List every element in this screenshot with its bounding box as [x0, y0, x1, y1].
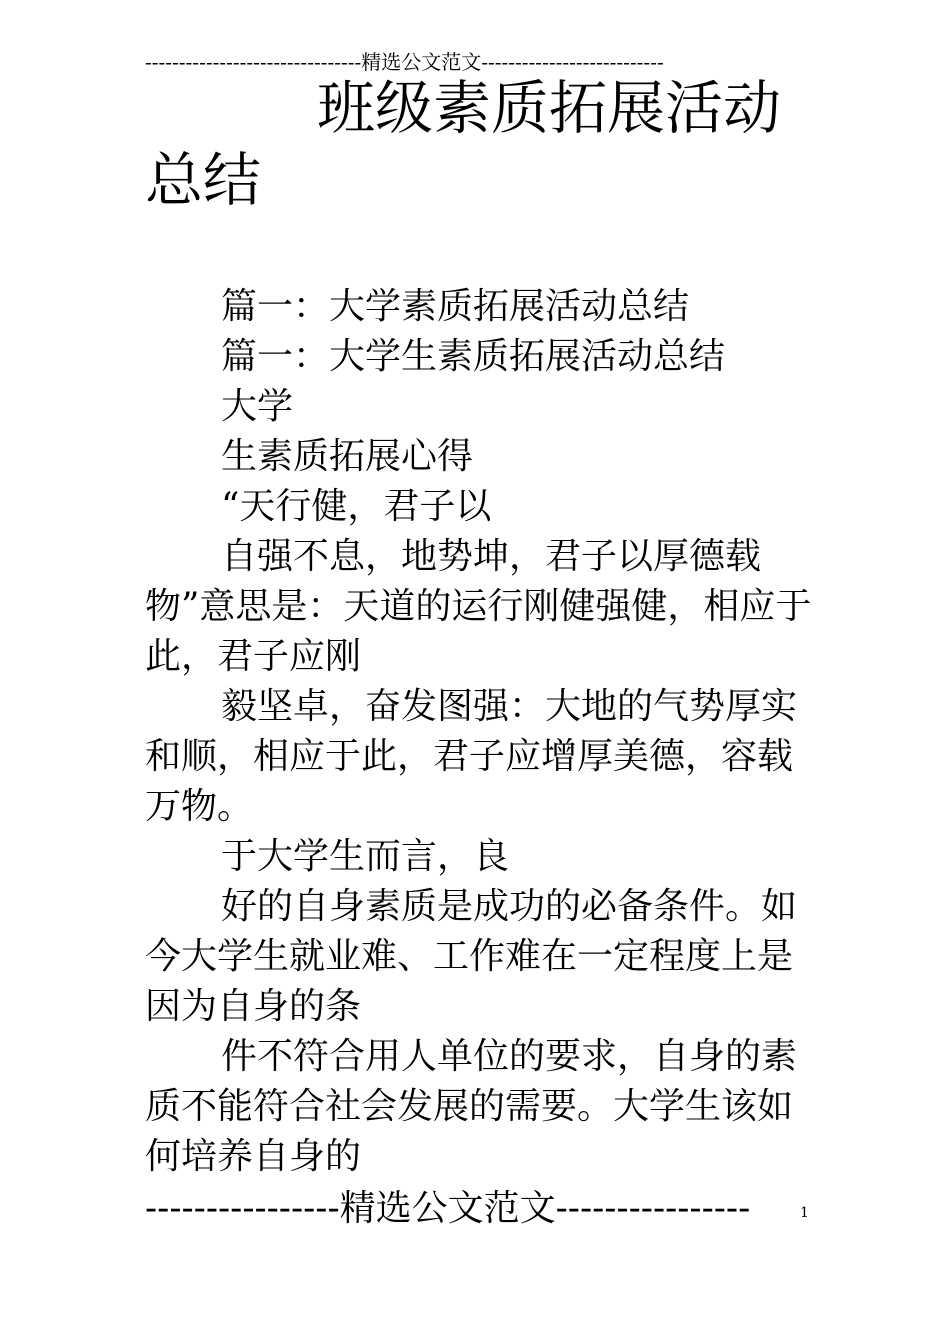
page-footer: ----------------精选公文范文---------------- — [145, 1188, 751, 1229]
page-number: 1 — [800, 1205, 809, 1221]
paragraph: 于大学生而言，良 — [221, 836, 510, 877]
title-line-1: 班级素质拓展活动 — [317, 74, 782, 142]
document-body — [145, 282, 815, 1182]
paragraph: 篇一：大学素质拓展活动总结 — [221, 286, 690, 327]
paragraph: 生素质拓展心得 — [221, 436, 474, 477]
title-line-2: 总结 — [145, 146, 262, 214]
paragraph: 大学 — [221, 386, 294, 427]
paragraph: 篇一：大学生素质拓展活动总结 — [221, 336, 726, 377]
paragraph: 毅坚卓，奋发图强：大地的气势厚实和顺，相应于此，君子应增厚美德，容载万物。 — [145, 686, 798, 827]
paragraph: 件不符合用人单位的要求，自身的素质不能符合社会发展的需要。大学生该如何培养自身的 — [145, 1036, 798, 1177]
paragraph: “天行健，君子以 — [221, 486, 492, 527]
page-header: --------------------------------精选公文范文--------------------------- — [145, 50, 664, 74]
paragraph: 好的自身素质是成功的必备条件。如今大学生就业难、工作难在一定程度上是因为自身的条 — [145, 886, 798, 1027]
paragraph: 自强不息，地势坤，君子以厚德载物”意思是：天道的运行刚健强健，相应于此，君子应刚 — [145, 536, 812, 677]
document-title — [145, 72, 825, 216]
